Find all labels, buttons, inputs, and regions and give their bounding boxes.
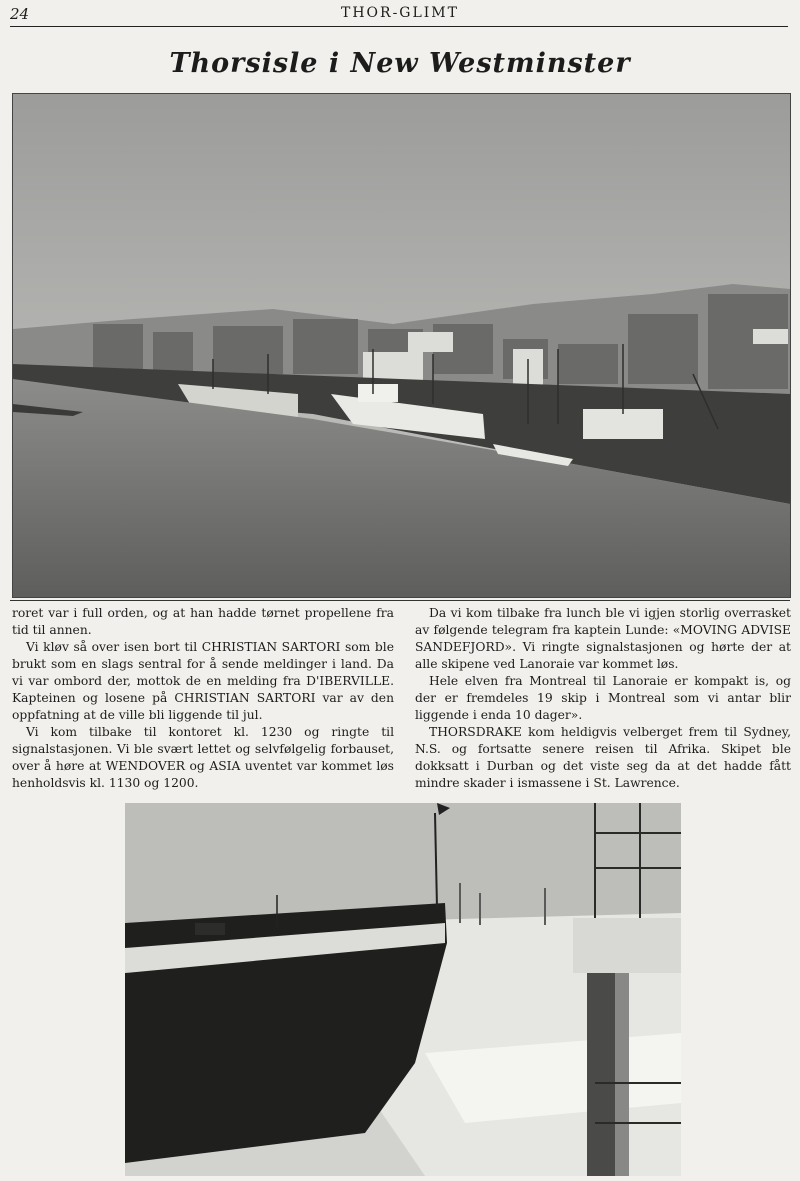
ship-in-ice-photo-icon <box>125 803 681 1176</box>
article-title: Thorsisle i New Westminster <box>169 48 631 79</box>
paragraph: THORSDRAKE kom heldigvis velberget frem til Sydney, N.S. og fortsatte senere reisen til Afrika. Skipet ble dokksatt i Durban og det viste seg da at det hadde fått mindre skader i ismassene i St. Lawrence. <box>415 725 791 790</box>
header-rule <box>10 26 788 27</box>
right-column <box>415 605 791 792</box>
page-number: 24 <box>10 5 30 23</box>
paragraph: roret var i full orden, og at han hadde tørnet propellene fra tid til annen. <box>12 606 394 637</box>
harbor-photo-icon <box>13 94 790 597</box>
ship-in-ice-photo <box>125 803 681 1176</box>
paragraph: Da vi kom tilbake fra lunch ble vi igjen storlig overrasket av følgende telegram fra kaptein Lunde: «MOVING ADVISE SANDEFJORD». Vi ringte signalstasjonen og hørte der at alle skipene ved Lanoraie var kommet løs. <box>415 606 791 671</box>
paragraph: Vi kløv så over isen bort til CHRISTIAN SARTORI som ble brukt som en slags sentral for å sende meldinger i land. Da vi var ombord der, mottok de en melding fra D'IBERVILLE. Kapteinen og losene på CHRISTIAN SARTORI var av den oppfatning at de ville bli liggende til jul. <box>12 640 394 722</box>
harbor-photo <box>12 93 791 598</box>
paragraph: Hele elven fra Montreal til Lanoraie er kompakt is, og der er fremdeles 19 skip i Montreal som vi antar blir liggende i enda 10 dager». <box>415 674 791 722</box>
paragraph: Vi kom tilbake til kontoret kl. 1230 og ringte til signalstasjonen. Vi ble svært lettet og selvfølgelig forbauset, over å høre at WENDOVER og ASIA uventet var kommet løs henholdsvis kl. 1130 og 1200. <box>12 725 394 790</box>
left-column <box>12 605 394 792</box>
photo-rule <box>10 600 790 601</box>
running-head: THOR-GLIMT <box>341 5 459 21</box>
